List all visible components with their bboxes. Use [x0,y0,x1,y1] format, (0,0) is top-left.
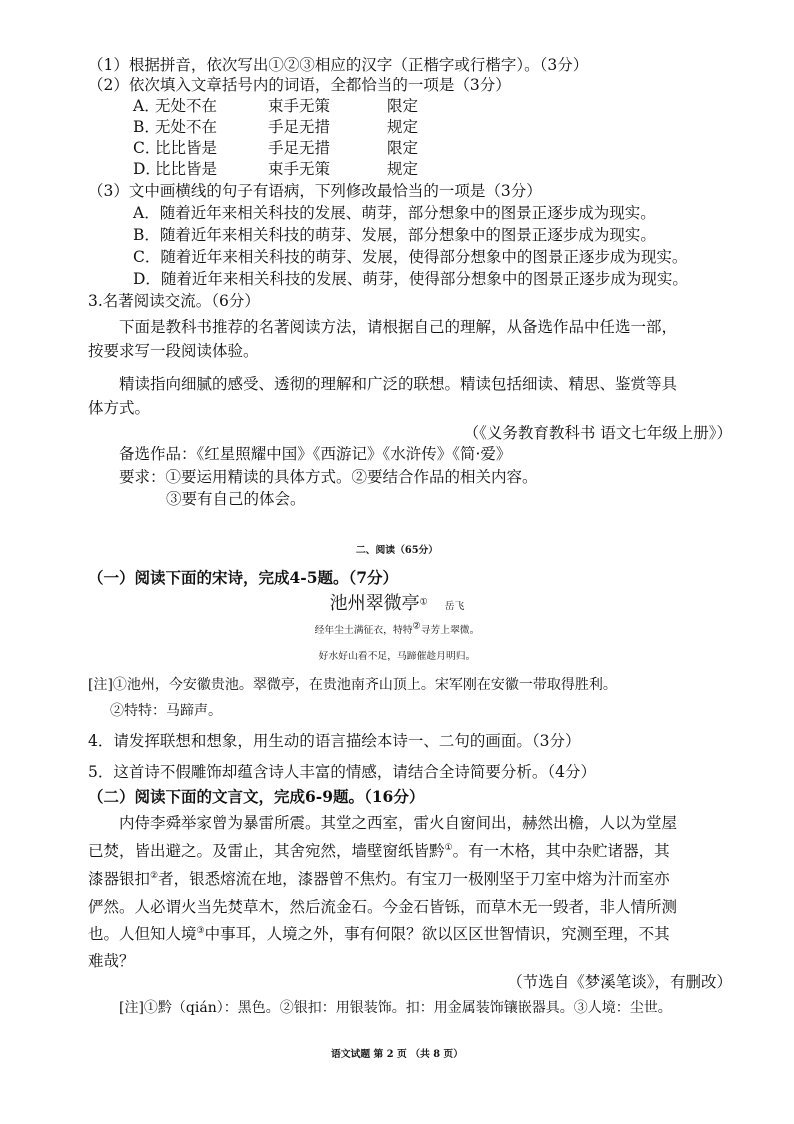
poem-note1: [注]①池州，今安徽贵池。翠微亭，在贵池南齐山顶上。宋军刚在安徽一带取得胜利。 [88,677,617,693]
question-3: 3.名著阅读交流。（6分） [88,292,260,310]
candidate-works: 备选作品：《红星照耀中国》《西游记》《水浒传》《简·爱》 [119,445,512,463]
quote-line1: 精读指向细腻的感受、透彻的理解和广泛的联想。精读包括细读、精思、鉴赏等具 [119,375,678,393]
classical-text-line5: 也。人但知人境③中事耳，人境之外，事有何限？欲以区区世智情识，究测至理，不其 [88,925,670,943]
q3-option-a: A．随着近年来相关科技的发展、萌芽，部分想象中的图景正逐步成为现实。 [133,204,656,222]
classical-text-source: （节选自《梦溪笔谈》，有删改） [507,973,732,991]
question-1-3: （3）文中画横线的句子有语病，下列修改最恰当的一项是（3分） [88,182,542,200]
classical-text-line2: 已焚，皆出避之。及雷止，其舍宛然，墙壁窗纸皆黔①。有一木格，其中杂贮诸器，其 [88,842,670,860]
poem-header [0,594,794,617]
q3-option-d: D．随着近年来相关科技的发展、萌芽，使得部分想象中的图景正逐步成为现实。 [133,270,688,288]
poem-title: 池州翠微亭 [329,593,420,614]
poem-title-note-marker: ① [419,597,428,608]
requirement-line2: ③要有自己的体会。 [166,490,306,508]
page-footer: 语文试题 第 2 页 （共 8 页） [330,1049,464,1060]
q3-option-c: C．随着近年来相关科技的萌芽、发展，使得部分想象中的图景正逐步成为现实。 [133,248,688,266]
question-1-1: （1）根据拼音，依次写出①②③相应的汉字（正楷字或行楷字）。（3分） [88,56,589,74]
poem-line2: 好水好山看不足，马蹄催趁月明归。 [318,651,476,662]
q3-instruction-line1: 下面是教科书推荐的名著阅读方法，请根据自己的理解，从备选作品中任选一部， [119,318,678,336]
poem-note2-marker: ② [412,621,421,632]
question-5: 5．这首诗不假雕饰却蕴含诗人丰富的情感，请结合全诗简要分析。（4分） [88,763,596,781]
classical-text-line1: 内侍李舜举家曾为暴雷所震。其堂之西室，雷火自窗间出，赫然出檐，人以为堂屋 [119,814,678,832]
question-4: 4．请发挥联想和想象，用生动的语言描绘本诗一、二句的画面。（3分） [88,732,581,750]
poem-line1: 经年尘土满征衣，特特②寻芳上翠微。 [314,621,480,636]
question-1-2: （2）依次填入文章括号内的词语，全都恰当的一项是（3分） [88,76,511,94]
section-heading-reading: 二、阅读（65分） [355,545,439,556]
classical-text-line6: 难哉？ [88,952,135,970]
quote-source: （《义务教育教科书 语文七年级上册》） [463,424,732,442]
classical-text-notes: [注]①黔（qián）：黑色。②银扣：用银装饰。扣：用金属装饰镶嵌器具。③人境：尘世。 [119,1000,672,1016]
classical-text-line4: 俨然。人必谓火当先焚草木，然后流金石。今金石皆铄，而草木无一毁者，非人情所测 [88,898,678,916]
part1-heading: （一）阅读下面的宋诗，完成4-5题。（7分） [88,568,399,587]
poem-note2: ②特特：马蹄声。 [110,703,222,719]
q3-option-b: B．随着近年来相关科技的萌芽、发展，部分想象中的图景正逐步成为现实。 [133,226,656,244]
exam-page: （1）根据拼音，依次写出①②③相应的汉字（正楷字或行楷字）。（3分） （2）依次填入文章括号内的词语，全都恰当的一项是（3分） A． 无处不在 束手无策 限定 B． 无处不在 手足无措 规定 C． 比比皆是 手足无措 限定 D． 比比皆是 束手无策 规定 （3）文中画横线的句子有语病，下列修改最恰当的一项是（3分） A．随着近年来相关科技的发展、萌芽，部分想象中的图景正逐步成为现实。 B．随着近年来相关科技的萌芽、发展，部分想象中的图景正逐步成为现实。 C．随着近年来相关科技的萌芽、发展，使得部分想象中的图景正逐步成为现实。 D．随着近年来相关科技的发展、萌芽，使得部分想象中的图景正逐步成为现实。 3.名著阅读交流。（6分） 下面是教科书推荐的名著阅读方法，请根据自己的理解，从备选作品中任选一部， 按要求写一段阅读体验。 精读指向细腻的感受、透彻的理解和广泛的联想。精读包括细读、精思、鉴赏等具 体方式。 （《义务教育教科书 语文七年级上册》） 备选作品：《红星照耀中国》《西游记》《水浒传》《简·爱》 要求：①要运用精读的具体方式。②要结合作品的相关内容。 ③要有自己的体会。 二、阅读（65分） （一）阅读下面的宋诗，完成4-5题。（7分） 池州翠微亭① 岳飞 经年尘土满征衣，特特②寻芳上翠微。 好水好山看不足，马蹄催趁月明归。 [注]①池州，今安徽贵池。翠微亭，在贵池南齐山顶上。宋军刚在安徽一带取得胜利。 ②特特：马蹄声。 4．请发挥联想和想象，用生动的语言描绘本诗一、二句的画面。（3分） 5．这首诗不假雕饰却蕴含诗人丰富的情感，请结合全诗简要分析。（4分） （二）阅读下面的文言文，完成6-9题。（16分） 内侍李舜举家曾为暴雷所震。其堂之西室，雷火自窗间出，赫然出檐，人以为堂屋 已焚，皆出避之。及雷止，其舍宛然，墙壁窗纸皆黔①。有一木格，其中杂贮诸器，其 漆器银扣②者，银悉熔流在地，漆器曾不焦灼。有宝刀一极刚坚于刀室中熔为汁而室亦 俨然。人必谓火当先焚草木，然后流金石。今金石皆铄，而草木无一毁者，非人情所测 也。人但知人境③中事耳，人境之外，事有何限？欲以区区世智情识，究测至理，不其 难哉？ （节选自《梦溪笔谈》，有删改） [注]①黔（qián）：黑色。②银扣：用银装饰。扣：用金属装饰镶嵌器具。③人境：尘世。 语文试题 第 2 页 （共 8 页） [0,0,794,1124]
quote-line2: 体方式。 [88,399,151,417]
part2-heading: （二）阅读下面的文言文，完成6-9题。（16分） [88,787,425,806]
q3-instruction-line2: 按要求写一段阅读体验。 [88,342,259,360]
poem-author: 岳飞 [444,601,465,612]
classical-text-line3: 漆器银扣②者，银悉熔流在地，漆器曾不焦灼。有宝刀一极刚坚于刀室中熔为汁而室亦 [88,870,670,888]
requirement-line1: 要求：①要运用精读的具体方式。②要结合作品的相关内容。 [119,468,538,486]
